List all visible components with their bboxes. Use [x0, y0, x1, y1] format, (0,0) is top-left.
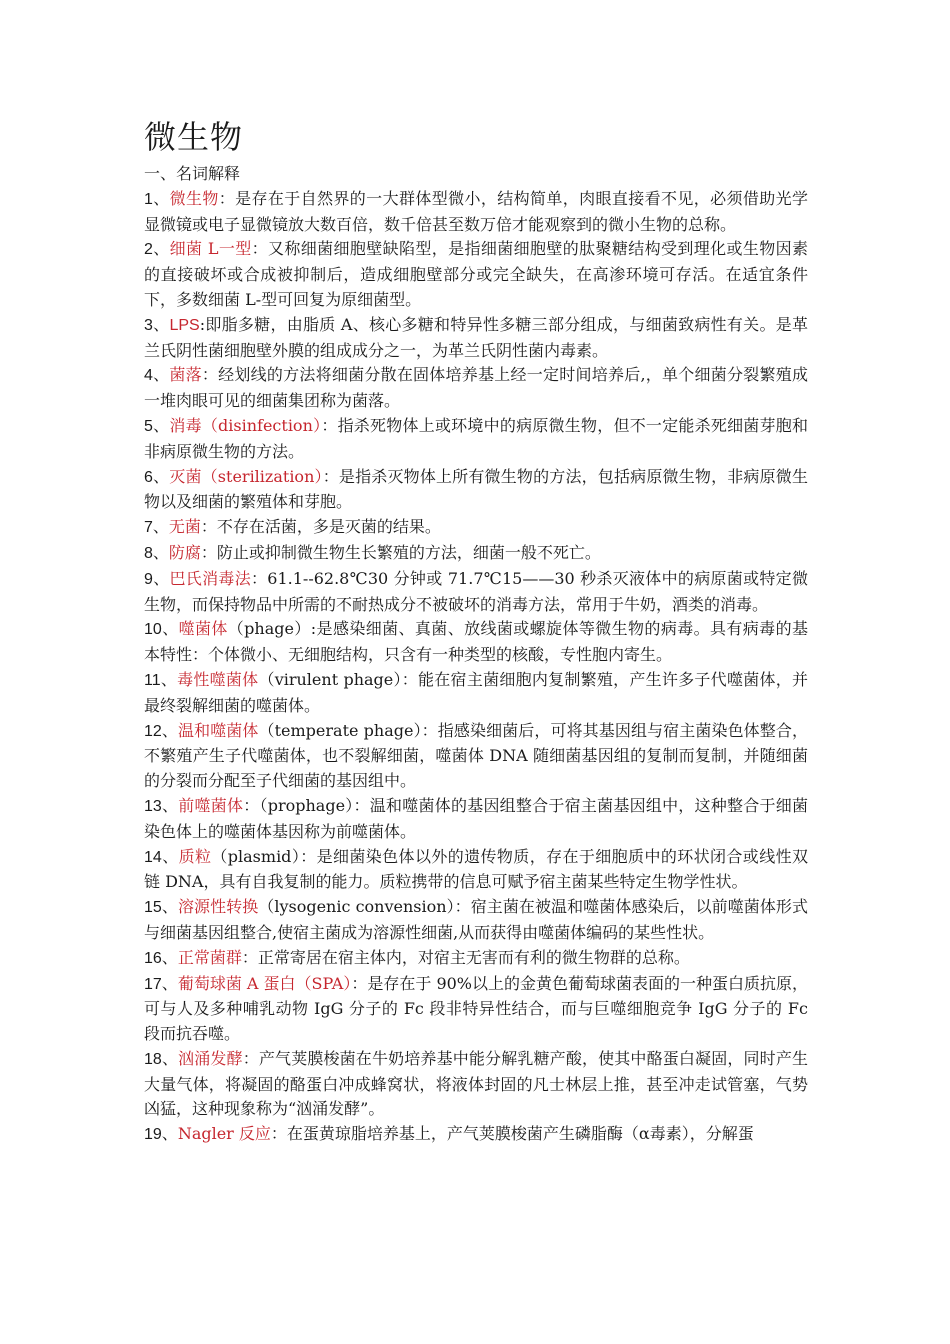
entry-definition: ：经划线的方法将细菌分散在固体培养基上经一定时间培养后,，单个细菌分裂繁殖成一堆肉眼可见的细菌集团称为菌落。: [144, 365, 808, 411]
entry-number: 9、: [144, 570, 170, 588]
glossary-entry: [144, 363, 808, 414]
section-heading: 一、名词解释: [144, 164, 241, 183]
entry-number: 16、: [144, 949, 178, 967]
entry-term: 巴氏消毒法: [169, 568, 251, 588]
entry-number: 13、: [144, 797, 179, 815]
glossary-entry: [144, 567, 808, 618]
entry-term: 正常菌群: [177, 947, 242, 967]
entry-term: 防腐: [168, 542, 201, 562]
entry-number: 10、: [144, 621, 179, 639]
glossary-entry: [144, 414, 808, 465]
glossary-entry: [144, 1122, 808, 1148]
entry-definition: （plasmid）：是细菌染色体以外的遗传物质，存在于细胞质中的环状闭合或线性双链 DNA，具有自我复制的能力。质粒携带的信息可赋予宿主菌某些特定生物学性状。: [144, 846, 808, 892]
entry-definition: ：在蛋黄琼脂培养基上，产气荚膜梭菌产生磷脂酶（α毒素），分解蛋: [270, 1124, 754, 1144]
entry-definition: （virulent phage）：能在宿主菌细胞内复制繁殖，产生许多子代噬菌体，并最终裂解细菌的噬菌体。: [144, 669, 808, 715]
glossary-entry: [144, 541, 808, 567]
entry-number: 15、: [144, 899, 178, 917]
entry-number: 6、: [144, 468, 170, 486]
glossary-entry: [144, 895, 808, 946]
entry-term: 葡萄球菌 A 蛋白（SPA）: [177, 973, 352, 993]
entry-number: 1、: [144, 190, 170, 208]
entry-number: 5、: [144, 417, 170, 435]
entry-term: 前噬菌体: [178, 795, 244, 815]
entry-term: 溶源性转换: [177, 897, 259, 917]
entry-term: 汹涌发酵: [178, 1048, 243, 1068]
entry-definition: ：防止或抑制微生物生长繁殖的方法，细菌一般不死亡。: [200, 542, 601, 562]
entry-number: 7、: [144, 519, 169, 537]
page-title: 微生物: [144, 118, 244, 156]
entry-definition: ：又称细菌细胞壁缺陷型，是指细菌细胞壁的肽聚糖结构受到理化或生物因素的直接破坏或合成被抑制后，造成细胞壁部分或完全缺失，在高渗环境可存活。在适宜条件下，多数细菌 L-型可回复为原细菌型。: [144, 239, 808, 309]
entry-term: 灭菌（sterilization）: [169, 466, 323, 486]
glossary-entry: [144, 845, 808, 896]
entry-number: 14、: [144, 848, 179, 866]
entry-definition: ：不存在活菌，多是灭菌的结果。: [200, 517, 441, 537]
glossary-entry: [144, 237, 808, 312]
entry-term: Nagler 反应: [177, 1124, 271, 1144]
entry-definition: （temperate phage）：指感染细菌后，可将其基因组与宿主菌染色体整合，不繁殖产生子代噬菌体，也不裂解细菌，噬菌体 DNA 随细菌基因组的复制而复制，并随细菌的分裂而分配至子代细菌的基因组中。: [144, 720, 808, 791]
entry-number: 4、: [144, 367, 170, 385]
entry-term: 温和噬菌体: [178, 720, 259, 740]
entry-definition: （lysogenic convension）：宿主菌在被温和噬菌体感染后，以前噬菌体形式与细菌基因组整合,使宿主菌成为溶源性细菌,从而获得由噬菌体编码的某些性状。: [144, 897, 808, 942]
entry-number: 2、: [144, 241, 170, 259]
entry-term: 无菌: [168, 517, 201, 537]
glossary-entry: [144, 313, 808, 364]
entry-number: 17、: [144, 975, 178, 993]
glossary-entry: [144, 465, 808, 516]
entry-term: 毒性噬菌体: [177, 669, 259, 689]
entry-definition: ：正常寄居在宿主体内，对宿主无害而有利的微生物群的总称。: [241, 947, 690, 967]
entry-term: LPS: [169, 316, 200, 334]
glossary-entry: [144, 1047, 808, 1122]
entry-number: 3、: [144, 316, 170, 334]
glossary-entry: [144, 946, 808, 972]
entry-definition: ：61.1--62.8℃30 分钟或 71.7℃15——30 秒杀灭液体中的病原菌或特定微生物，而保持物品中所需的不耐热成分不被破坏的消毒方法，常用于牛奶，酒类的消毒。: [144, 568, 808, 614]
entry-number: 11、: [144, 671, 178, 689]
entry-term: 质粒: [178, 846, 212, 866]
entry-number: 18、: [144, 1050, 179, 1068]
entry-term: 微生物: [169, 188, 219, 208]
entry-number: 19、: [144, 1126, 178, 1144]
entry-definition: ：是存在于 90%以上的金黄色葡萄球菌表面的一种蛋白质抗原，可与人及多种哺乳动物 IgG 分子的 Fc 段非特异性结合，而与巨噬细胞竞争 IgG 分子的 Fc 段而抗吞噬。: [144, 973, 809, 1044]
entry-definition: ：（prophage）：温和噬菌体的基因组整合于宿主菌基因组中，这种整合于细菌染色体上的噬菌体基因称为前噬菌体。: [144, 795, 808, 841]
glossary-entry: [144, 794, 808, 845]
entry-definition: ：是存在于自然界的一大群体型微小，结构简单，肉眼直接看不见，必须借助光学显微镜或电子显微镜放大数百倍，数千倍甚至数万倍才能观察到的微小生物的总称。: [144, 188, 808, 234]
entry-term: 菌落: [169, 365, 202, 385]
glossary-entry: [144, 668, 808, 719]
entry-number: 12、: [144, 722, 178, 740]
entry-term: 消毒（disinfection）: [169, 415, 322, 435]
entry-term: 细菌 L一型: [169, 239, 252, 259]
entry-definition: ：是指杀灭物体上所有微生物的方法，包括病原微生物，非病原微生物以及细菌的繁殖体和芽胞。: [144, 466, 808, 512]
glossary-entry: [144, 187, 808, 238]
glossary-entry: [144, 515, 808, 541]
entry-definition: ：产气荚膜梭菌在牛奶培养基中能分解乳糖产酸，使其中酪蛋白凝固，同时产生大量气体，将凝固的酪蛋白冲成蜂窝状，将液体封固的凡士林层上推，甚至冲走试管塞，气势凶猛，这种现象称为“汹涌发酵”。: [144, 1048, 808, 1119]
document-page: [144, 112, 808, 1148]
entry-definition: （phage）:是感染细菌、真菌、放线菌或螺旋体等微生物的病毒。具有病毒的基本特性：个体微小、无细胞结构，只含有一种类型的核酸，专性胞内寄生。: [144, 619, 808, 665]
entry-definition: :即脂多糖，由脂质 A、核心多糖和特异性多糖三部分组成，与细菌致病性有关。是革兰氏阴性菌细胞壁外膜的组成成分之一，为革兰氏阴性菌内毒素。: [144, 314, 808, 360]
glossary-entry: [144, 972, 808, 1047]
glossary-entry: [144, 617, 808, 668]
entry-term: 噬菌体: [178, 619, 228, 639]
glossary-list: [144, 187, 808, 1148]
entry-definition: ：指杀死物体上或环境中的病原微生物，但不一定能杀死细菌芽胞和非病原微生物的方法。: [144, 415, 808, 461]
glossary-entry: [144, 719, 808, 794]
entry-number: 8、: [144, 544, 169, 562]
